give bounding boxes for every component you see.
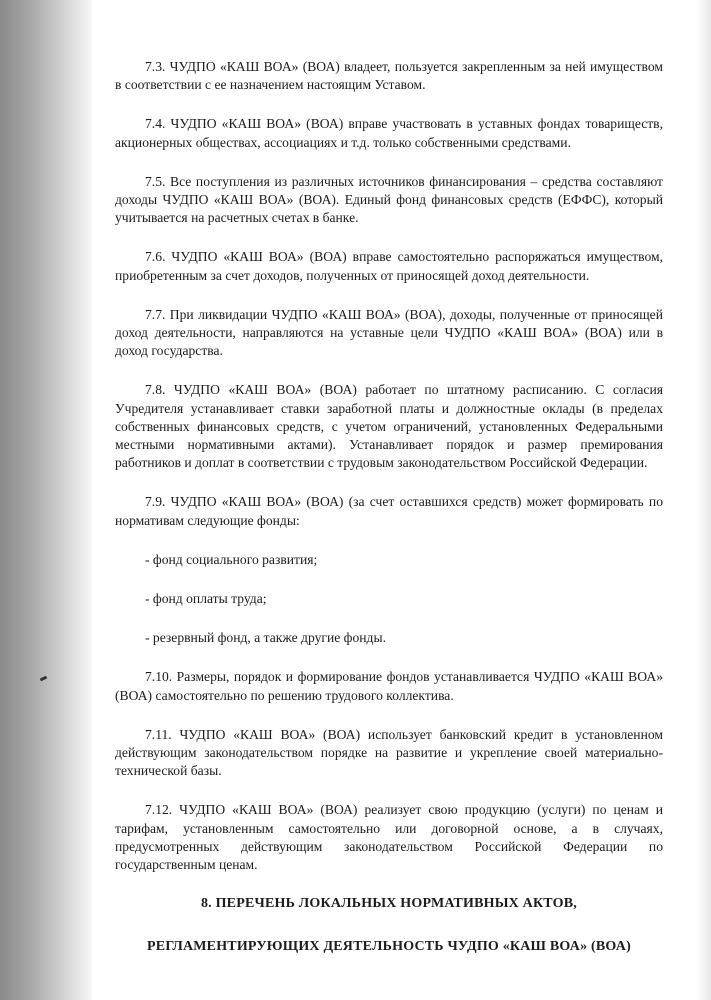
list-item-wage-fund: - фонд оплаты труда; — [145, 591, 267, 607]
scan-shadow-right — [697, 0, 711, 1000]
section-8-heading-line-1: 8. ПЕРЕЧЕНЬ ЛОКАЛЬНЫХ НОРМАТИВНЫХ АКТОВ, — [200, 896, 577, 912]
list-item-reserve-fund: - резервный фонд, а также другие фонды. — [145, 630, 386, 646]
paragraph-7-6: 7.6. ЧУДПО «КАШ ВОА» (ВОА) вправе самостоятельно распоряжаться имуществом, приобретенным за счет доходов, полученных от приносящей доход деятельности. — [115, 249, 663, 283]
document-page — [115, 58, 663, 981]
paragraph-7-3: 7.3. ЧУДПО «КАШ ВОА» (ВОА) владеет, пользуется закрепленным за ней имуществом в соответствии с ее назначением настоящим Уставом. — [115, 59, 663, 93]
paragraph-7-8: 7.8. ЧУДПО «КАШ ВОА» (ВОА) работает по штатному расписанию. С согласия Учредителя устанавливает ставки заработной платы и должностные оклады (в пределах собственных финансовых средств, с учетом ограничений, установленных Федеральными местными нормативными актами). Устанавливает порядок и размер премирования работников и доплат в соответствии с трудовым законодательством Российской Федерации. — [115, 382, 663, 471]
paragraph-7-7: 7.7. При ликвидации ЧУДПО «КАШ ВОА» (ВОА), доходы, полученные от приносящей доход деятельности, направляются на уставные цели ЧУДПО «КАШ ВОА» (ВОА) или в доход государства. — [115, 306, 663, 359]
paragraph-7-10: 7.10. Размеры, порядок и формирование фондов устанавливается ЧУДПО «КАШ ВОА» (ВОА) самостоятельно по решению трудового коллектива. — [115, 669, 663, 703]
scan-shadow-left — [0, 0, 92, 1000]
paragraph-7-11: 7.11. ЧУДПО «КАШ ВОА» (ВОА) использует банковский кредит в установленном действующим законодательством порядке на развитие и укрепление своей материально-технической базы. — [115, 726, 663, 779]
paragraph-7-4: 7.4. ЧУДПО «КАШ ВОА» (ВОА) вправе участвовать в уставных фондах товариществ, акционерных обществах, ассоциациях и т.д. только собственными средствами. — [115, 116, 663, 150]
list-item-social-fund: - фонд социального развития; — [145, 551, 318, 567]
paragraph-7-5: 7.5. Все поступления из различных источников финансирования – средства составляют доходы ЧУДПО «КАШ ВОА» (ВОА). Единый фонд финансовых средств (ЕФФС), который учитывается на расчетных счетах в банке. — [115, 173, 663, 226]
paragraph-7-9: 7.9. ЧУДПО «КАШ ВОА» (ВОА) (за счет оставшихся средств) может формировать по нормативам следующие фонды: — [115, 494, 663, 528]
paragraph-7-12: 7.12. ЧУДПО «КАШ ВОА» (ВОА) реализует свою продукцию (услуги) по ценам и тарифам, установленным самостоятельно или договорной основе, а в случаях, предусмотренных действующим законодательством Российской Федерации по государственным ценам. — [115, 802, 663, 873]
section-8-heading-line-2: РЕГЛАМЕНТИРУЮЩИХ ДЕЯТЕЛЬНОСТЬ ЧУДПО «КАШ ВОА» (ВОА) — [147, 939, 631, 955]
